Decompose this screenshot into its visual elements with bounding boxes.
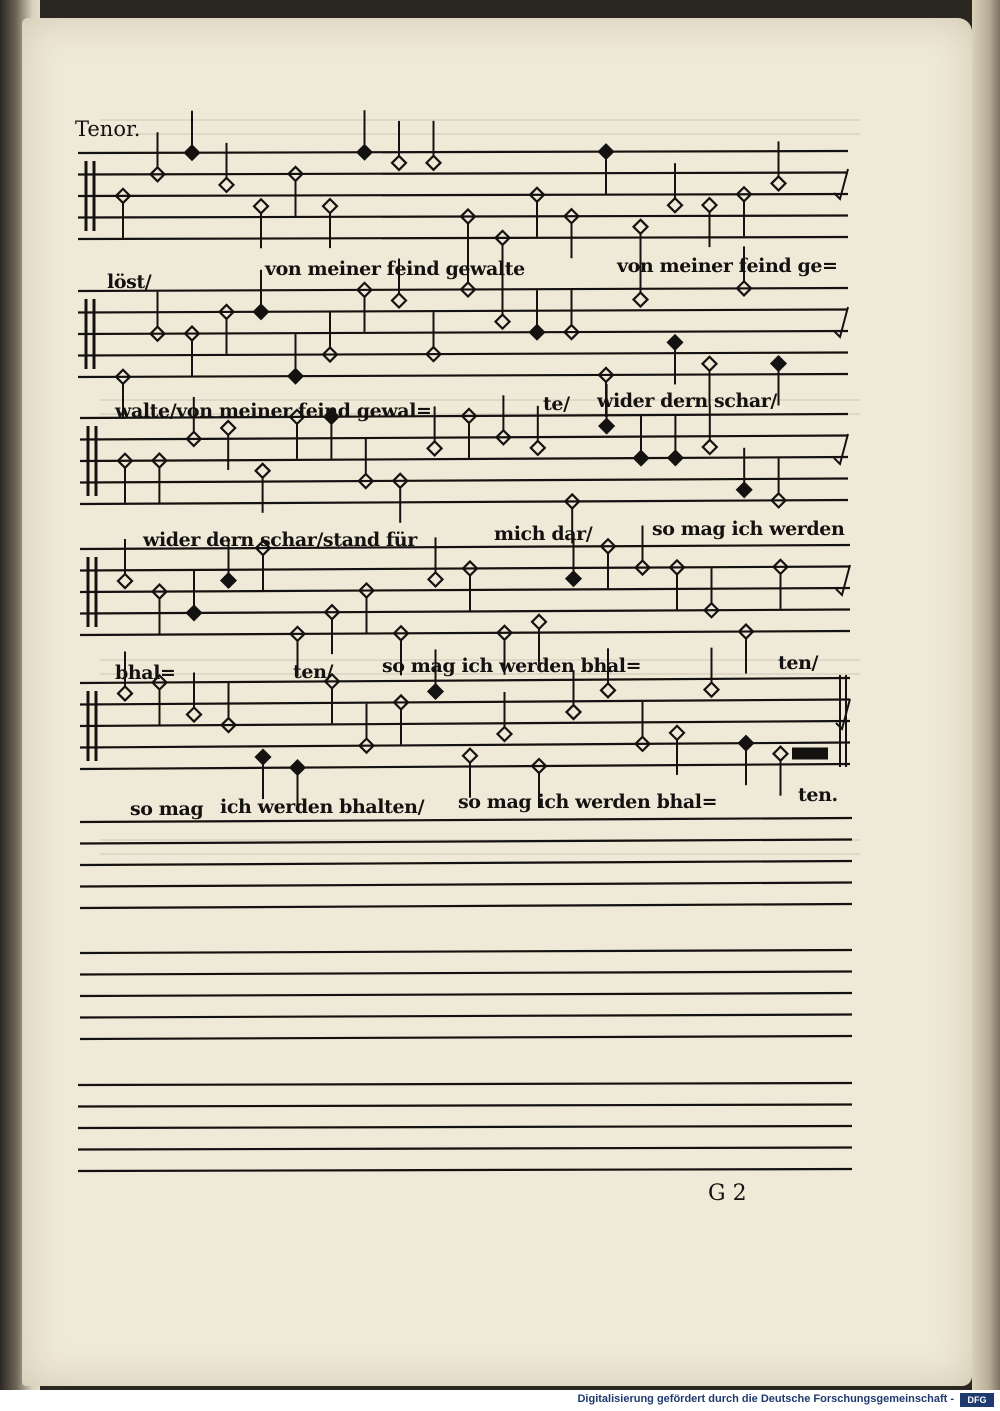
note-icon bbox=[254, 305, 268, 319]
note-icon bbox=[392, 156, 406, 170]
staff-line bbox=[80, 500, 848, 504]
note-icon bbox=[463, 749, 477, 763]
note-icon bbox=[256, 750, 270, 764]
lyric-line2-b: te/ bbox=[543, 393, 570, 415]
lyric-line5-d: ten. bbox=[798, 784, 838, 806]
note-icon bbox=[358, 145, 372, 159]
lyric-line1-b: von meiner feind gewalte bbox=[265, 258, 525, 280]
custos-icon bbox=[836, 565, 850, 595]
note-icon bbox=[531, 441, 545, 455]
staff-line bbox=[78, 1169, 852, 1171]
staff-line bbox=[80, 950, 852, 953]
note-icon bbox=[498, 727, 512, 741]
lyric-line4-c: so mag ich werden bhal= bbox=[382, 655, 642, 677]
note-icon bbox=[737, 483, 751, 497]
note-icon bbox=[668, 451, 682, 465]
note-icon bbox=[634, 220, 648, 234]
voice-label: Tenor. bbox=[75, 117, 141, 141]
custos-icon bbox=[834, 307, 848, 337]
page-signature: G 2 bbox=[708, 1181, 747, 1206]
note-icon bbox=[289, 369, 303, 383]
staff-line bbox=[80, 861, 852, 865]
staff-line bbox=[80, 588, 850, 592]
note-icon bbox=[567, 572, 581, 586]
note-icon bbox=[530, 325, 544, 339]
lyric-line4-d: ten/ bbox=[778, 652, 819, 674]
dfg-logo: DFG bbox=[960, 1393, 994, 1407]
lyric-line4-a: bhal= bbox=[115, 662, 176, 684]
note-icon bbox=[601, 683, 615, 697]
digitization-footer bbox=[0, 1390, 1000, 1411]
staff-line bbox=[80, 457, 848, 461]
staff-line bbox=[80, 1015, 852, 1018]
note-icon bbox=[634, 293, 648, 307]
staff-line bbox=[80, 972, 852, 975]
note-icon bbox=[118, 574, 132, 588]
staff-line bbox=[80, 479, 848, 483]
note-icon bbox=[323, 199, 337, 213]
note-icon bbox=[256, 464, 270, 478]
staff-line bbox=[80, 883, 852, 887]
lyric-line1-c: von meiner feind ge= bbox=[617, 255, 838, 277]
note-icon bbox=[703, 198, 717, 212]
staff-line bbox=[80, 993, 852, 996]
note-icon bbox=[221, 421, 235, 435]
custos-icon bbox=[834, 434, 848, 464]
note-icon bbox=[567, 705, 581, 719]
staff-line bbox=[80, 904, 852, 908]
lyric-line5-a: so mag bbox=[130, 798, 204, 820]
note-icon bbox=[429, 684, 443, 698]
staff-line bbox=[80, 700, 850, 705]
staff-line bbox=[80, 678, 850, 683]
lyric-line4-b: ten/ bbox=[293, 661, 334, 683]
staff-line bbox=[80, 1036, 852, 1039]
staff-line bbox=[78, 1148, 852, 1150]
note-icon bbox=[496, 315, 510, 329]
note-icon bbox=[670, 726, 684, 740]
note-icon bbox=[187, 606, 201, 620]
note-icon bbox=[600, 419, 614, 433]
note-icon bbox=[291, 761, 305, 775]
note-icon bbox=[428, 441, 442, 455]
note-icon bbox=[703, 440, 717, 454]
custos-icon bbox=[836, 699, 850, 729]
staff-line bbox=[78, 237, 848, 239]
lyric-line2-c: wider dern schar/ bbox=[597, 390, 777, 412]
staff-line bbox=[78, 173, 848, 175]
note-icon bbox=[427, 156, 441, 170]
note-icon bbox=[772, 357, 786, 371]
staff-line bbox=[80, 436, 848, 440]
lyric-line2-a: walte/von meiner feind gewal= bbox=[115, 400, 432, 422]
lyric-line3-b: mich dar/ bbox=[494, 523, 593, 545]
staff-line bbox=[78, 1083, 852, 1085]
staff-line bbox=[80, 764, 850, 769]
note-icon bbox=[774, 747, 788, 761]
note-icon bbox=[222, 573, 236, 587]
staff-line bbox=[80, 743, 850, 748]
lyric-line1-a: löst/ bbox=[107, 271, 152, 293]
staff-line bbox=[80, 631, 850, 635]
note-icon bbox=[703, 357, 717, 371]
note-icon bbox=[187, 708, 201, 722]
staff-line bbox=[80, 840, 852, 844]
staff-line bbox=[78, 194, 848, 196]
note-icon bbox=[118, 686, 132, 700]
lyric-line5-b: ich werden bhalten/ bbox=[220, 796, 425, 818]
note-icon bbox=[705, 683, 719, 697]
note-icon bbox=[392, 293, 406, 307]
note-icon bbox=[532, 615, 546, 629]
final-longa bbox=[792, 748, 828, 760]
lyric-line3-c: so mag ich werden bbox=[652, 518, 845, 540]
staff-line bbox=[78, 374, 848, 377]
staff-line bbox=[78, 310, 848, 313]
note-icon bbox=[772, 176, 786, 190]
note-icon bbox=[429, 572, 443, 586]
note-icon bbox=[220, 178, 234, 192]
note-icon bbox=[668, 198, 682, 212]
lyric-line3-a: wider dern schar/stand für bbox=[143, 529, 417, 551]
note-icon bbox=[739, 736, 753, 750]
staff-line bbox=[78, 1105, 852, 1107]
staff-line bbox=[80, 721, 850, 726]
digitization-credit: Digitalisierung gefördert durch die Deutsche Forschungsgemeinschaft - bbox=[577, 1393, 954, 1405]
note-icon bbox=[254, 199, 268, 213]
note-icon bbox=[185, 146, 199, 160]
note-icon bbox=[668, 335, 682, 349]
staff-line bbox=[78, 331, 848, 334]
staff-line bbox=[78, 353, 848, 356]
note-icon bbox=[599, 145, 613, 159]
staff-line bbox=[78, 1126, 852, 1128]
lyric-line5-c: so mag ich werden bhal= bbox=[458, 791, 718, 813]
note-icon bbox=[634, 451, 648, 465]
